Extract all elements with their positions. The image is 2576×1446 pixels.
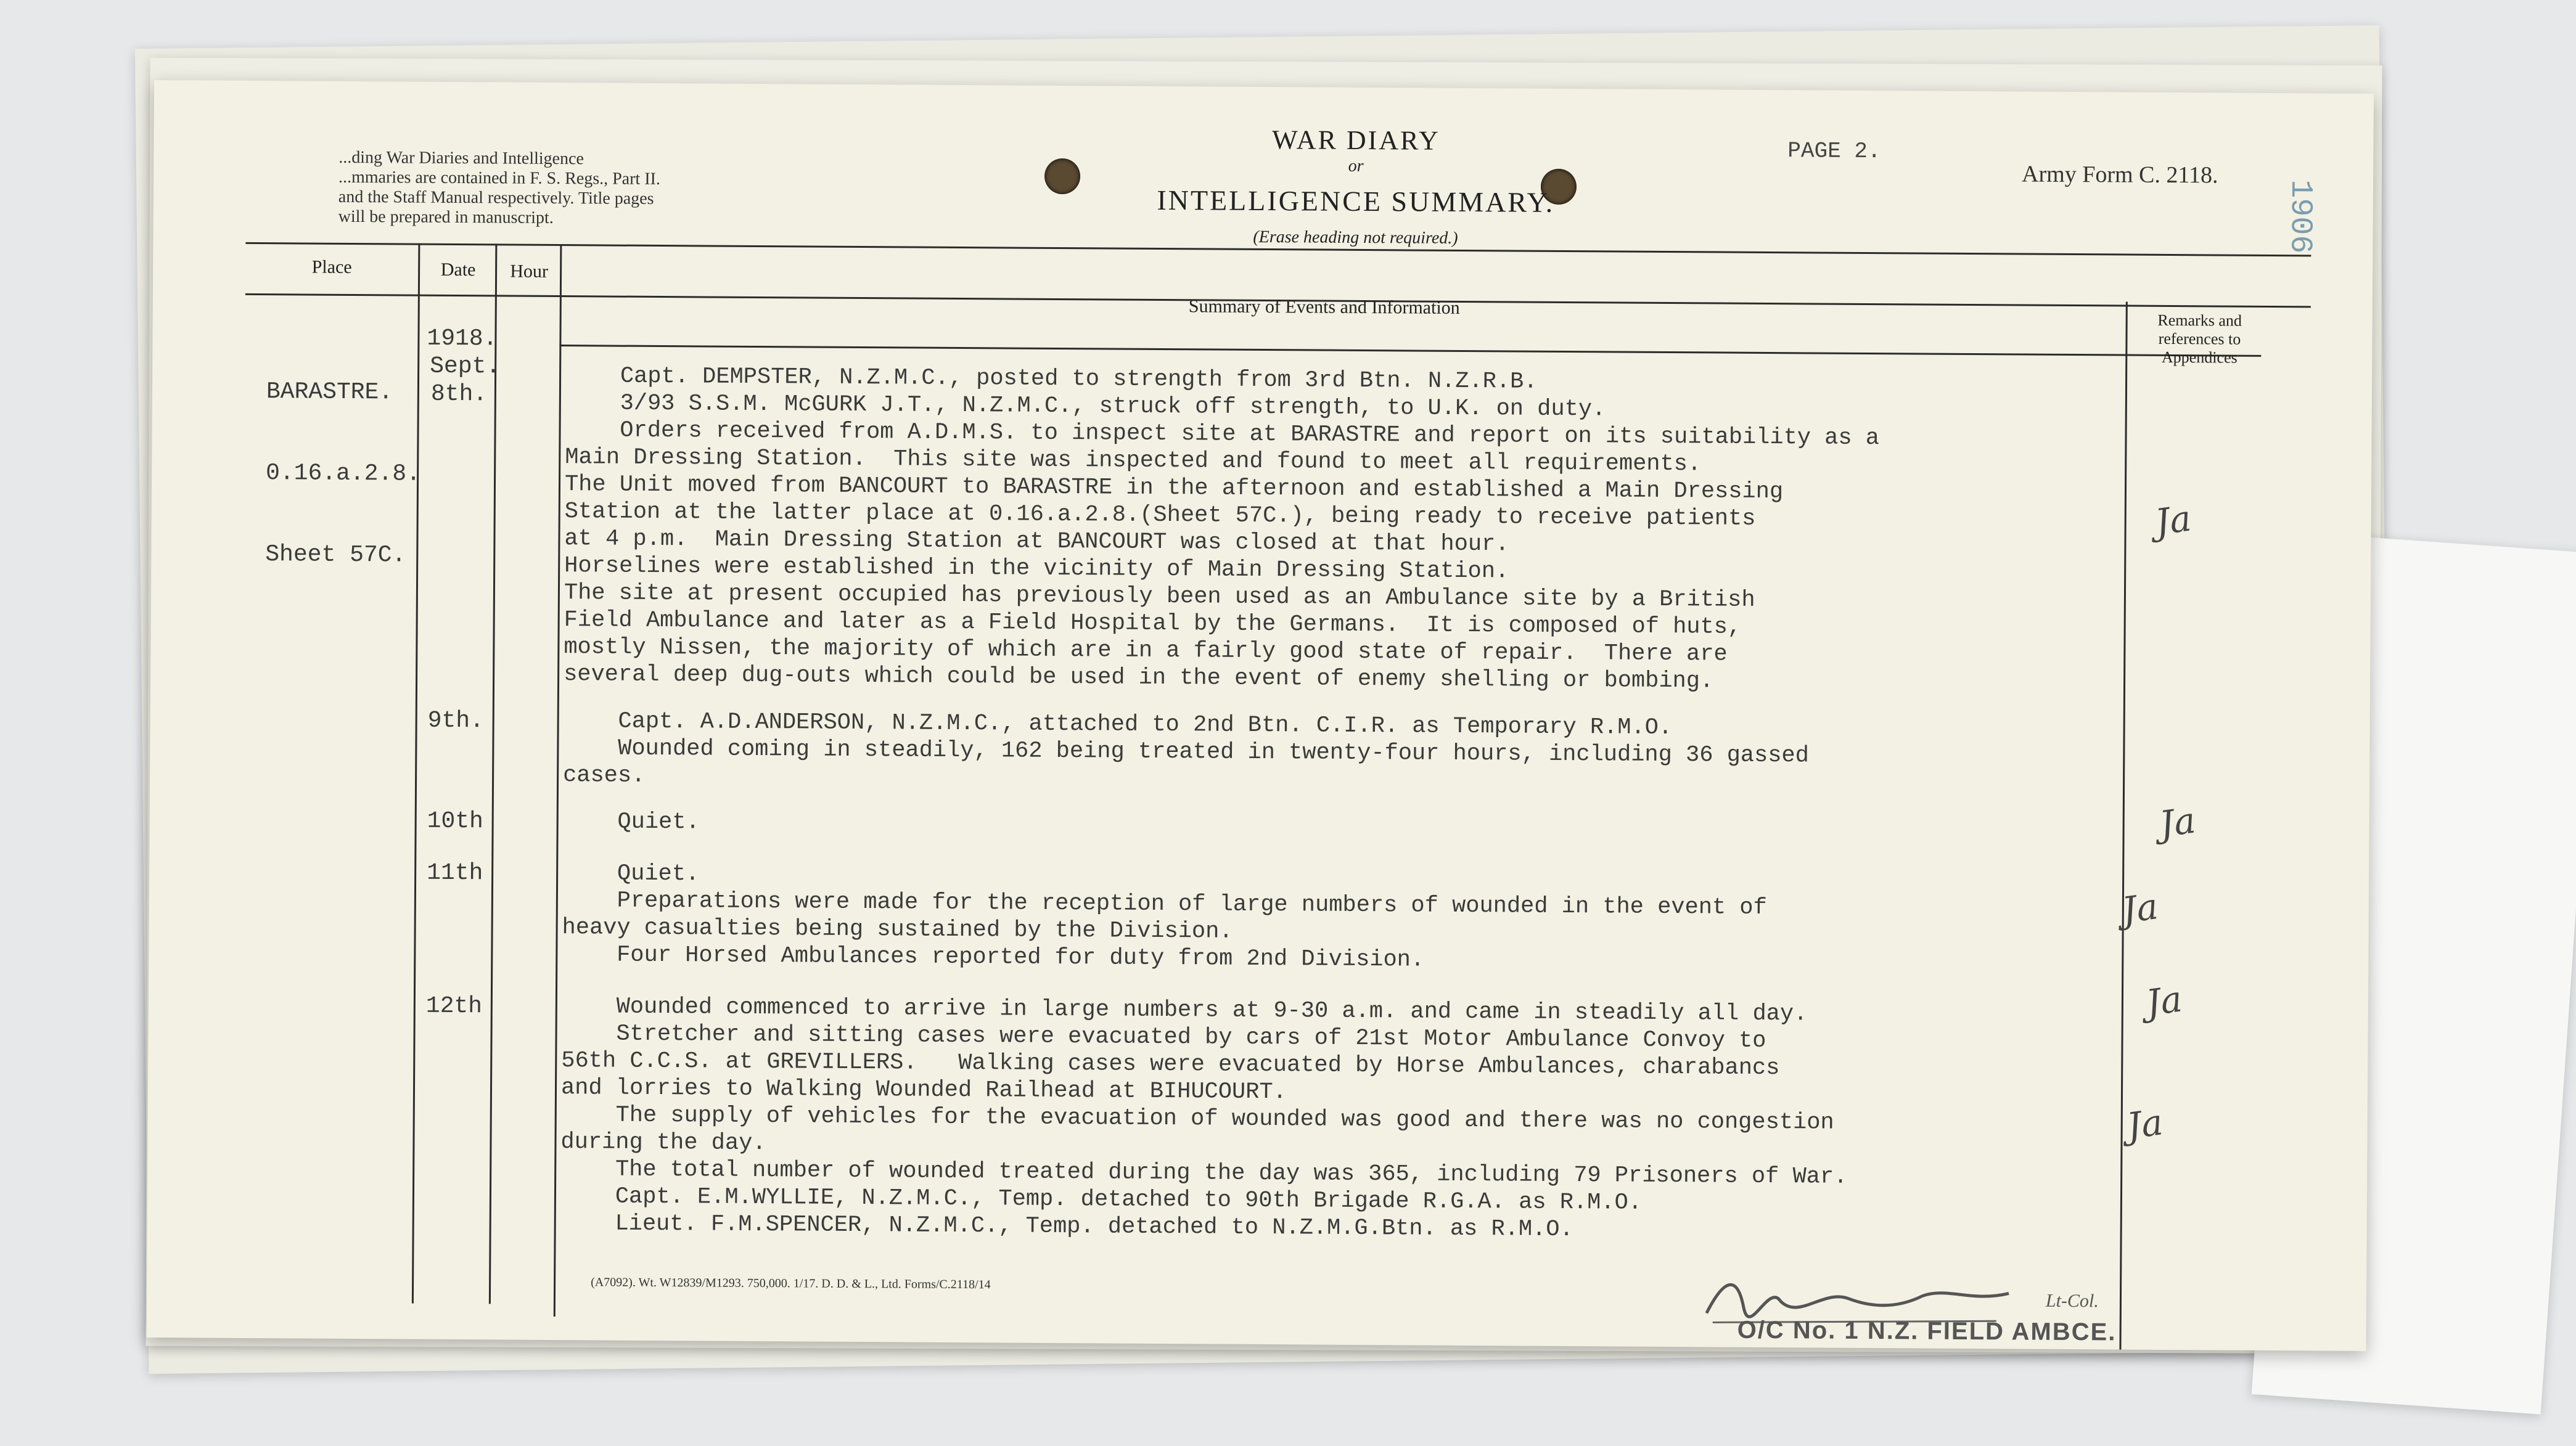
summary-line: Horselines were established in the vicinity of Main Dressing Station. — [564, 553, 1509, 585]
column-header-remarks: Remarks and references to Appendices — [2157, 311, 2242, 367]
erase-note: (Erase heading not required.) — [1253, 227, 1458, 248]
summary-line: Capt. A.D.ANDERSON, N.Z.M.C., attached to 2nd Btn. C.I.R. as Temporary R.M.O. — [563, 708, 1673, 741]
date-day: 9th. — [427, 707, 485, 735]
summary-line: Field Ambulance and later as a Field Hospital by the Germans. It is composed of huts, — [564, 607, 1742, 640]
summary-line: at 4 p.m. Main Dressing Station at BANCOURT was closed at that hour. — [564, 526, 1509, 558]
summary-line: Lieut. F.M.SPENCER, N.Z.M.C., Temp. detached to N.Z.M.G.Btn. as R.M.O. — [560, 1211, 1573, 1243]
summary-line: The supply of vehicles for the evacuation of wounded was good and there was no congestion — [560, 1102, 1834, 1136]
remarks-initials: Ja — [2157, 799, 2198, 846]
summary-line: 56th C.C.S. at GREVILLERS. Walking cases were evacuated by Horse Ambulances, charabancs — [561, 1048, 1780, 1082]
title-intelligence-summary: INTELLIGENCE SUMMARY. — [1157, 184, 1555, 218]
date-day: 10th — [427, 807, 484, 835]
summary-line: Quiet. — [562, 809, 700, 836]
summary-line: The site at present occupied has previously been used as an Ambulance site by a British — [564, 580, 1755, 613]
summary-line: The Unit moved from BANCOURT to BARASTRE in the afternoon and established a Main Dressing — [564, 472, 1784, 505]
unit-stamp: O/C No. 1 N.Z. FIELD AMBCE. — [1737, 1316, 2117, 1346]
summary-line: during the day. — [560, 1129, 766, 1157]
blue-stamp-number: 1906 — [2282, 179, 2318, 254]
summary-line: Station at the latter place at 0.16.a.2.8.(Sheet 57C.), being ready to receive patients — [564, 499, 1756, 532]
punch-hole — [1044, 158, 1080, 194]
printer-imprint: (A7092). Wt. W12839/M1293. 750,000. 1/17. D. D. & L., Ltd. Forms/C.2118/14 — [591, 1275, 991, 1292]
war-diary-page — [147, 80, 2374, 1351]
summary-line: mostly Nissen, the majority of which are in a fairly good state of repair. There are — [564, 634, 1728, 668]
date-month: Sept. — [430, 353, 501, 380]
summary-line: several deep dug-outs which could be used in the event of enemy shelling or bombing. — [563, 661, 1714, 695]
remarks-initials: Ja — [2119, 885, 2160, 932]
summary-line: Preparations were made for the reception of large numbers of wounded in the event of — [562, 888, 1767, 921]
column-header-summary: Summary of Events and Information — [1188, 296, 1460, 318]
summary-line: Orders received from A.D.M.S. to inspect site at BARASTRE and report on its suitability as a — [565, 417, 1880, 452]
summary-line: Main Dressing Station. This site was inspected and found to meet all requirements. — [565, 444, 1702, 478]
page-number: PAGE 2. — [1787, 138, 1881, 165]
column-header-hour: Hour — [510, 261, 549, 282]
date-day: 12th — [425, 992, 483, 1020]
column-divider — [2119, 302, 2127, 1350]
army-form-number: Army Form C. 2118. — [2021, 161, 2218, 189]
summary-line: Wounded coming in steadily, 162 being treated in twenty-four hours, including 36 gassed — [563, 735, 1810, 769]
summary-line: Quiet. — [562, 860, 700, 888]
remarks-initials: Ja — [2143, 978, 2185, 1024]
summary-line: Capt. DEMPSTER, N.Z.M.C., posted to strength from 3rd Btn. N.Z.R.B. — [565, 363, 1538, 395]
date-day: 8th. — [430, 380, 488, 408]
date-day: 11th — [427, 859, 483, 887]
summary-line: Wounded commenced to arrive in large numbers at 9-30 a.m. and came in steadily all day. — [561, 994, 1808, 1027]
summary-line: heavy casualties being sustained by the Division. — [562, 915, 1233, 945]
column-divider — [554, 244, 562, 1317]
title-war-diary: WAR DIARY — [1271, 125, 1440, 156]
column-divider — [489, 243, 498, 1304]
column-header-date: Date — [440, 259, 476, 280]
title-or: or — [1348, 156, 1364, 176]
summary-line: The total number of wounded treated during the day was 365, including 79 Prisoners of War. — [560, 1156, 1848, 1190]
remarks-initials: Ja — [2152, 497, 2194, 544]
column-header-place: Place — [311, 256, 352, 277]
remarks-initials: Ja — [2124, 1101, 2165, 1148]
summary-line: Capt. E.M.WYLLIE, N.Z.M.C., Temp. detached to 90th Brigade R.G.A. as R.M.O. — [560, 1183, 1643, 1216]
date-year: 1918. — [427, 325, 498, 353]
instructions-note: ...ding War Diaries and Intelligence ...mmaries are contained in F. S. Regs., Part II. and the Staff Manual respectively. Title pages will be prepared in manuscript. — [338, 147, 661, 227]
summary-line: 3/93 S.S.M. McGURK J.T., N.Z.M.C., struck off strength, to U.K. on duty. — [565, 390, 1606, 423]
summary-line: Four Horsed Ambulances reported for duty from 2nd Division. — [562, 942, 1425, 973]
summary-line: Stretcher and sitting cases were evacuated by cars of 21st Motor Ambulance Convoy to — [561, 1021, 1766, 1054]
signature-rank: Lt-Col. — [2045, 1290, 2099, 1312]
summary-line: cases. — [562, 762, 646, 789]
summary-line: and lorries to Walking Wounded Railhead at BIHUCOURT. — [560, 1075, 1287, 1106]
summary-header-rule — [559, 345, 2261, 357]
place-entry: BARASTRE. 0.16.a.2.8. Sheet 57C. — [265, 378, 421, 569]
